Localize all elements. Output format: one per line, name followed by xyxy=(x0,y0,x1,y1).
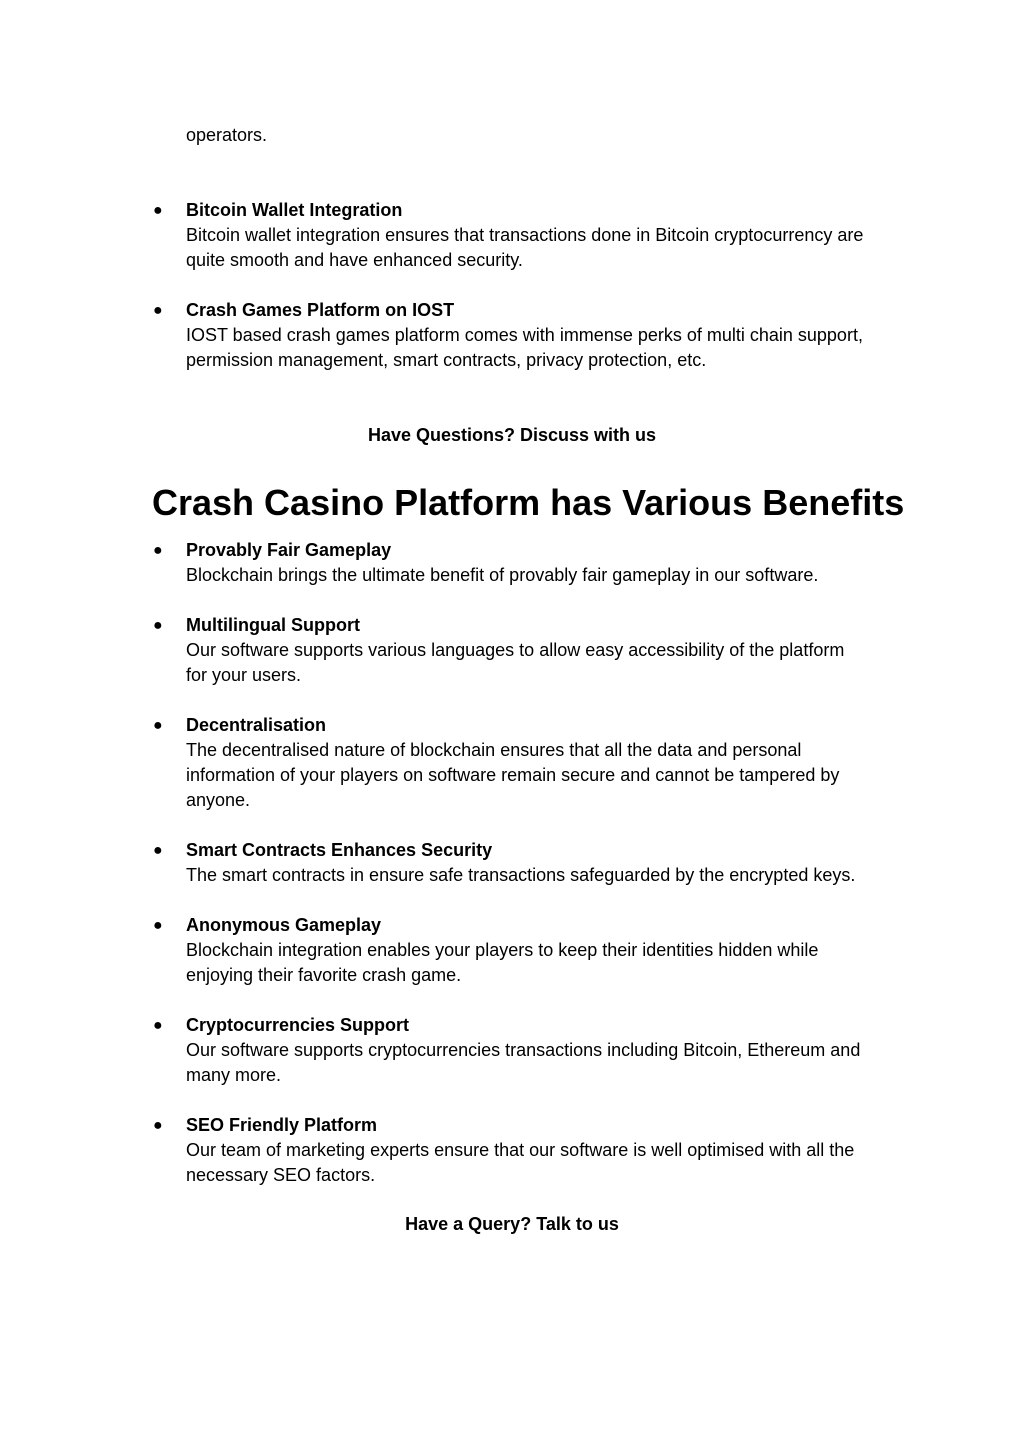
item-description-line: Our software supports cryptocurrencies transactions including Bitcoin, Ethereum and xyxy=(186,1040,861,1060)
item-title: Cryptocurrencies Support xyxy=(186,1015,410,1035)
list-item xyxy=(0,538,906,588)
bullet-icon: ● xyxy=(153,917,163,934)
item-description-line: Our team of marketing experts ensure that our software is well optimised with all the xyxy=(186,1140,855,1160)
list-item xyxy=(0,298,906,373)
item-description-line: Our software supports various languages to allow easy accessibility of the platform xyxy=(186,640,845,660)
list-item xyxy=(0,913,906,988)
item-title: Bitcoin Wallet Integration xyxy=(186,200,403,220)
item-title: Decentralisation xyxy=(186,715,327,735)
item-description-line: for your users. xyxy=(186,665,302,685)
bullet-icon: ● xyxy=(153,542,163,559)
item-title: Anonymous Gameplay xyxy=(186,915,382,935)
item-description-line: enjoying their favorite crash game. xyxy=(186,965,462,985)
query-cta[interactable]: Have a Query? Talk to us xyxy=(405,1214,619,1234)
item-description-line: many more. xyxy=(186,1065,282,1085)
bullet-icon: ● xyxy=(153,1017,163,1034)
item-description-line: anyone. xyxy=(186,790,251,810)
bullet-icon: ● xyxy=(153,302,163,319)
item-description-line: necessary SEO factors. xyxy=(186,1165,376,1185)
item-description-line: Bitcoin wallet integration ensures that transactions done in Bitcoin cryptocurrency are xyxy=(186,225,864,245)
item-description-line: Blockchain brings the ultimate benefit of provably fair gameplay in our software. xyxy=(186,565,819,585)
bullet-icon: ● xyxy=(153,1117,163,1134)
item-description-line: quite smooth and have enhanced security. xyxy=(186,250,523,270)
bullet-icon: ● xyxy=(153,617,163,634)
list-item xyxy=(0,1113,906,1188)
item-description-line: The decentralised nature of blockchain ensures that all the data and personal xyxy=(186,740,802,760)
features-list xyxy=(0,198,906,373)
questions-cta[interactable]: Have Questions? Discuss with us xyxy=(367,425,657,445)
item-title: Smart Contracts Enhances Security xyxy=(186,840,493,860)
bullet-icon: ● xyxy=(153,202,163,219)
list-item xyxy=(0,713,906,813)
list-item xyxy=(0,838,906,888)
bullet-icon: ● xyxy=(153,717,163,734)
item-title: Multilingual Support xyxy=(186,615,360,635)
bullet-icon: ● xyxy=(153,842,163,859)
item-title: Crash Games Platform on IOST xyxy=(186,300,455,320)
continuation-text: operators. xyxy=(186,125,268,145)
list-item xyxy=(0,198,906,273)
item-title: Provably Fair Gameplay xyxy=(186,540,392,560)
item-description-line: IOST based crash games platform comes with immense perks of multi chain support, xyxy=(186,325,863,345)
item-title: SEO Friendly Platform xyxy=(186,1115,378,1135)
item-description-line: permission management, smart contracts, privacy protection, etc. xyxy=(186,350,707,370)
list-item xyxy=(0,1013,906,1088)
item-description-line: Blockchain integration enables your players to keep their identities hidden while xyxy=(186,940,819,960)
item-description-line: information of your players on software remain secure and cannot be tampered by xyxy=(186,765,840,785)
item-description-line: The smart contracts in ensure safe transactions safeguarded by the encrypted keys. xyxy=(186,865,856,885)
benefits-list xyxy=(0,538,906,1188)
section-heading: Crash Casino Platform has Various Benefits xyxy=(152,482,905,523)
list-item xyxy=(0,613,906,688)
